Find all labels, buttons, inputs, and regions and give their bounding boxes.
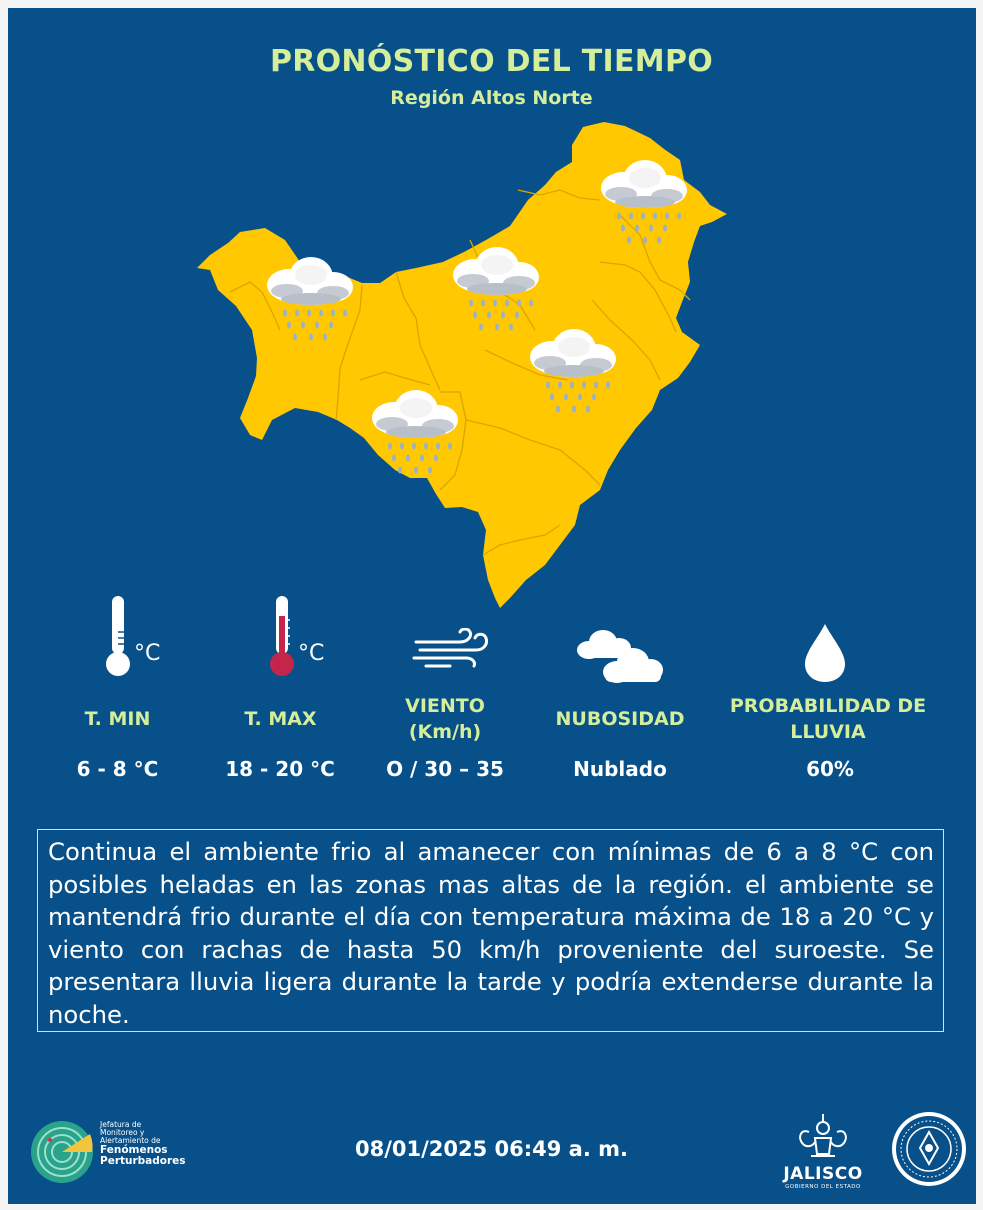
region-subtitle: Región Altos Norte <box>390 87 593 109</box>
logo-text-line: Perturbadores <box>100 1155 186 1167</box>
page-title: PRONÓSTICO DEL TIEMPO <box>269 44 714 79</box>
unit-symbol: °C <box>134 641 161 666</box>
tmax-label: T. MAX <box>244 708 317 730</box>
jalisco-logo <box>775 1108 871 1190</box>
clouds-icon <box>575 628 665 686</box>
wind-label <box>365 693 525 745</box>
tmin-label: T. MIN <box>84 708 151 730</box>
cloudiness-value: Nublado <box>573 757 667 781</box>
cloudiness-label: NUBOSIDAD <box>555 708 685 730</box>
wind-icon <box>410 628 490 668</box>
rain-probability-label <box>712 693 944 745</box>
wind-value: O / 30 – 35 <box>386 757 504 781</box>
jalisco-subtitle: GOBIERNO DEL ESTADO <box>785 1184 861 1190</box>
rain-probability-value: 60% <box>806 757 854 781</box>
thermometer-low-icon <box>98 592 162 684</box>
unit-symbol: °C <box>298 641 325 666</box>
logo-text-line: Alertamiento de <box>100 1136 161 1145</box>
tmax-value: 18 - 20 °C <box>225 757 335 781</box>
wind-label-line2: (Km/h) <box>408 721 482 743</box>
jalisco-emblem-icon <box>793 1108 853 1160</box>
civil-protection-seal-icon <box>890 1110 968 1188</box>
rain-probability-label-line2: LLUVIA <box>790 721 866 743</box>
description-box <box>37 829 944 1032</box>
rain-probability-label-line1: PROBABILIDAD DE <box>729 695 927 717</box>
logo-text-line: Jefatura de <box>100 1120 142 1129</box>
logo-text-line: Fenómenos <box>100 1144 168 1156</box>
wind-label-line1: VIENTO <box>405 695 485 717</box>
forecast-description: Continua el ambiente frio al amanecer con mínimas de 6 a 8 °C con posibles heladas en las zonas mas altas de la región. el ambiente se mantendrá frio durante el día con temperatura máxima de 18 a 20 °C y viento con rachas de hasta 50 km/h proveniente del suroeste. Se presentara lluvia ligera durante la tarde y podría extenderse durante la noche. <box>48 837 934 1029</box>
jalisco-name: JALISCO <box>783 1164 863 1184</box>
issue-date: 08/01/2025 06:49 a. m. <box>354 1137 629 1161</box>
raindrop-icon <box>800 622 850 684</box>
logo-text-line: Monitoreo y <box>100 1128 145 1137</box>
thermometer-high-icon <box>262 592 326 684</box>
tmin-value: 6 - 8 °C <box>76 757 159 781</box>
